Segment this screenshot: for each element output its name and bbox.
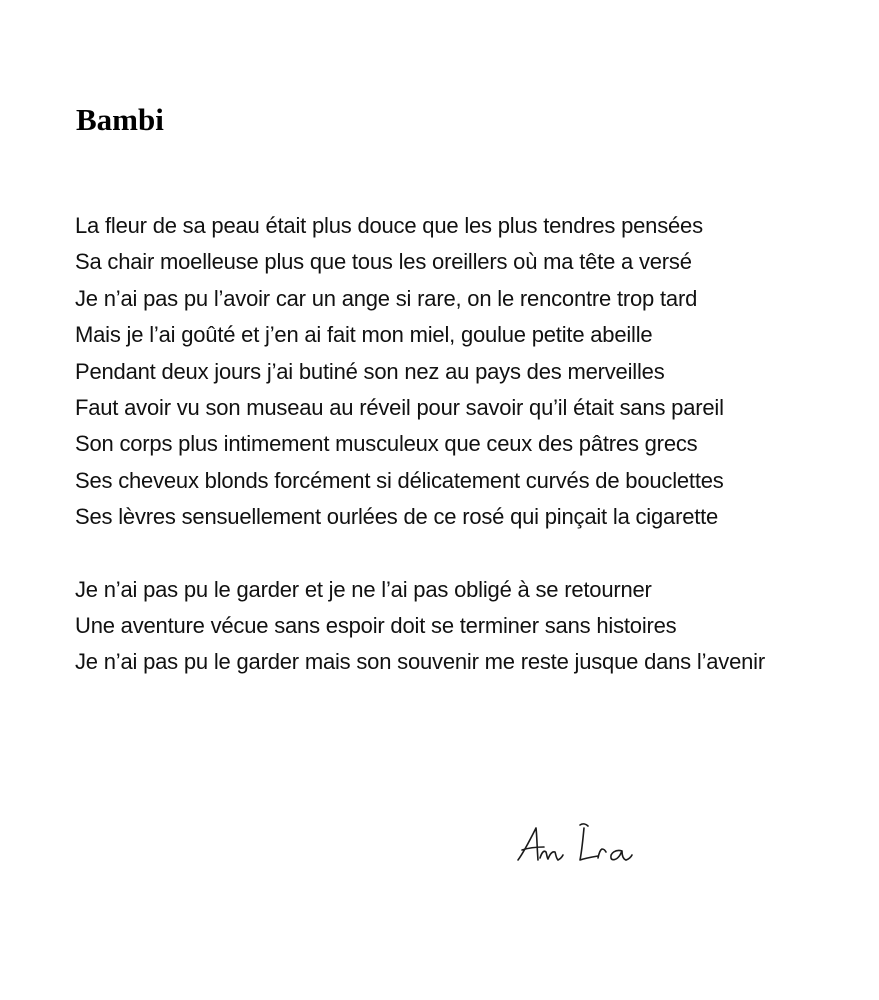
poem-title: Bambi	[76, 102, 164, 137]
poem-line: Ses cheveux blonds forcément si délicatement curvés de bouclettes	[75, 467, 724, 493]
poem-line: Je n’ai pas pu le garder mais son souvenir me reste jusque dans l’avenir	[75, 649, 765, 675]
poem-line: Mais je l’ai goûté et j’en ai fait mon miel, goulue petite abeille	[75, 322, 653, 348]
poem-line: Je n’ai pas pu l’avoir car un ange si rare, on le rencontre trop tard	[75, 285, 698, 311]
poem-line: La fleur de sa peau était plus douce que les plus tendres pensées	[75, 213, 703, 238]
stanza-2	[75, 572, 835, 681]
poem-line: Son corps plus intimement musculeux que ceux des pâtres grecs	[75, 431, 698, 457]
poem-line: Une aventure vécue sans espoir doit se terminer sans histoires	[75, 613, 677, 639]
poem-line: Sa chair moelleuse plus que tous les oreillers où ma tête a versé	[75, 249, 692, 275]
stanza-1	[75, 208, 835, 536]
poem-body	[75, 208, 835, 681]
handwritten-signature	[510, 822, 660, 872]
poem-line: Ses lèvres sensuellement ourlées de ce rosé qui pinçait la cigarette	[75, 504, 719, 530]
poem-line: Faut avoir vu son museau au réveil pour savoir qu’il était sans pareil	[75, 395, 724, 421]
poem-line: Je n’ai pas pu le garder et je ne l’ai pas obligé à se retourner	[75, 576, 652, 602]
poem-line: Pendant deux jours j’ai butiné son nez au pays des merveilles	[75, 358, 665, 384]
